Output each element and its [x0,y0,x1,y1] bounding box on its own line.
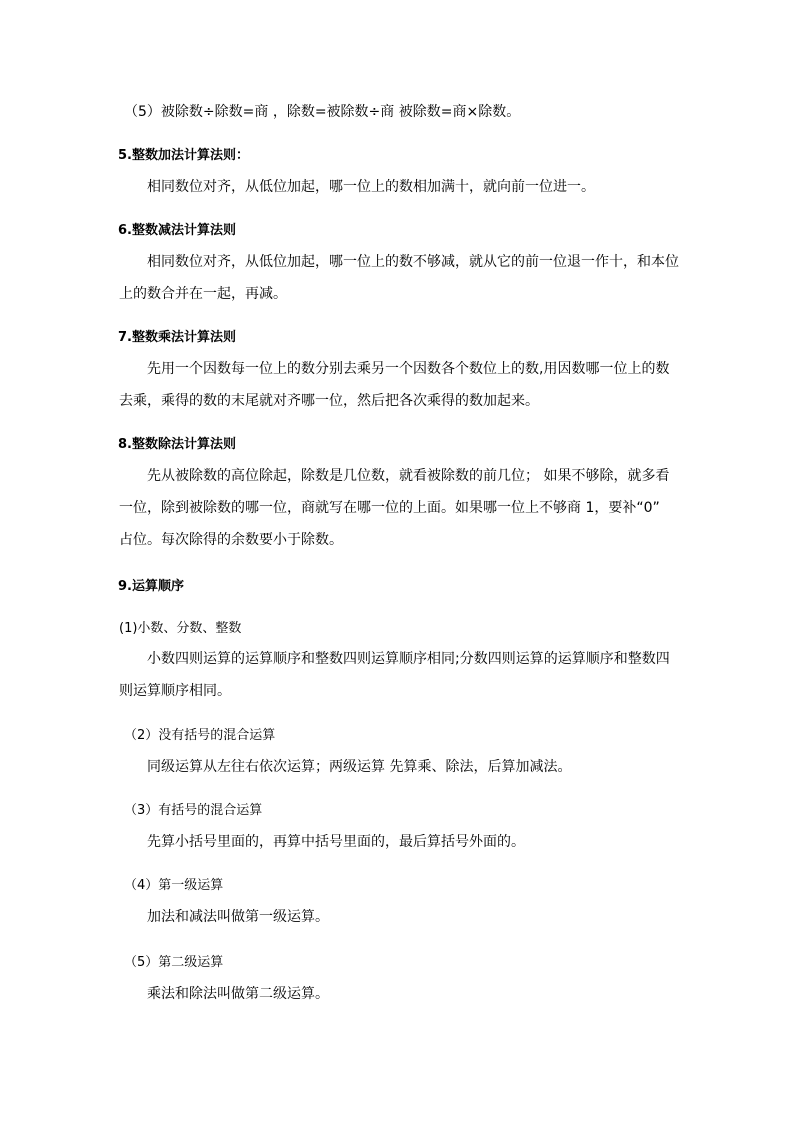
section-8-line-3: 占位。每次除得的余数要小于除数。 [119,532,343,548]
subsection-4-line-1: 加法和减法叫做第一级运算。 [147,909,329,925]
section-7-line-2: 去乘，乘得的数的末尾就对齐哪一位，然后把各次乘得的数加起来。 [119,393,539,409]
section-heading-7: 7.整数乘法计算法则 [118,330,236,345]
section-heading-9: 9.运算顺序 [118,579,184,594]
section-8-line-2: 一位，除到被除数的哪一位，商就写在哪一位的上面。如果哪一位上不够商 1，要补“0” [119,500,660,516]
section-heading-8: 8.整数除法计算法则 [118,437,236,452]
subsection-heading-2: （2）没有括号的混合运算 [124,728,276,743]
section-7-line-1: 先用一个因数每一位上的数分别去乘另一个因数各个数位上的数,用因数哪一位上的数 [147,361,670,377]
section-6-line-1: 相同数位对齐，从低位加起，哪一位上的数不够减，就从它的前一位退一作十，和本位 [147,254,679,270]
section-5-line-1: 相同数位对齐，从低位加起，哪一位上的数相加满十，就向前一位进一。 [147,179,595,195]
section-heading-6: 6.整数减法计算法则 [118,223,236,238]
subsection-3-line-1: 先算小括号里面的，再算中括号里面的，最后算括号外面的。 [147,834,525,850]
subsection-heading-5: （5）第二级运算 [124,955,224,970]
subsection-heading-1: (1)小数、分数、整数 [119,621,242,636]
subsection-1-line-1: 小数四则运算的运算顺序和整数四则运算顺序相同;分数四则运算的运算顺序和整数四 [147,651,670,667]
subsection-heading-4: （4）第一级运算 [124,878,224,893]
subsection-2-line-1: 同级运算从左往右依次运算；两级运算 先算乘、除法，后算加减法。 [147,759,572,775]
subsection-1-line-2: 则运算顺序相同。 [119,683,231,699]
subsection-heading-3: （3）有括号的混合运算 [124,803,263,818]
formula-line: （5）被除数÷除数=商 ，除数=被除数÷商 被除数=商×除数。 [124,104,521,120]
subsection-5-line-1: 乘法和除法叫做第二级运算。 [147,986,329,1002]
section-6-line-2: 上的数合并在一起，再减。 [119,286,287,302]
section-8-line-1: 先从被除数的高位除起，除数是几位数，就看被除数的前几位； 如果不够除，就多看 [147,468,670,484]
section-heading-5: 5.整数加法计算法则： [118,148,249,163]
